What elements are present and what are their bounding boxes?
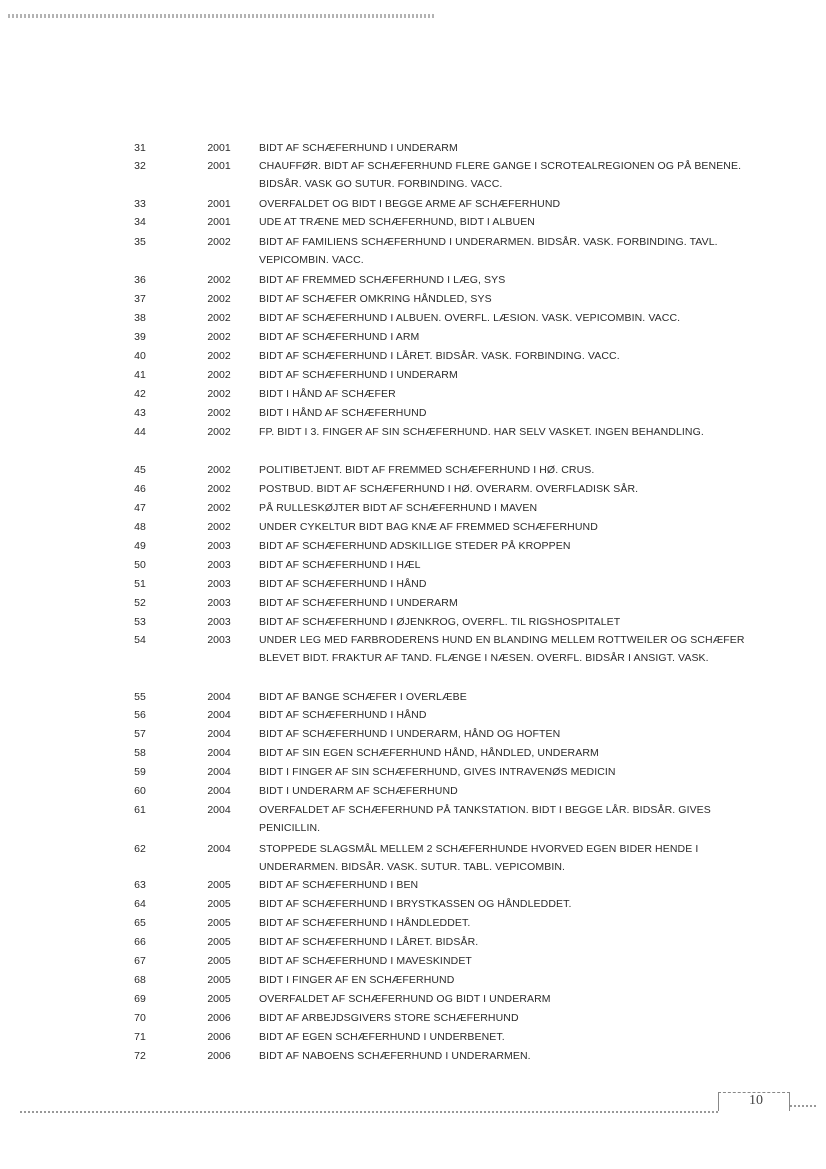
case-number: 31 (134, 142, 146, 154)
case-description: BIDT AF SCHÆFERHUND I UNDERARM, HÅND OG HOFTEN (259, 728, 561, 740)
case-number: 36 (134, 274, 146, 286)
case-description: BIDT AF SCHÆFERHUND I ØJENKROG, OVERFL. TIL RIGSHOSPITALET (259, 616, 621, 628)
case-description: OVERFALDET AF SCHÆFERHUND PÅ TANKSTATION. BIDT I BEGGE LÅR. BIDSÅR. GIVES PENICILLIN. (259, 804, 711, 834)
case-description: BIDT AF SCHÆFERHUND I UNDERARM (259, 142, 458, 154)
case-description: BIDT AF BANGE SCHÆFER I OVERLÆBE (259, 691, 467, 703)
case-number: 54 (134, 634, 146, 646)
case-number: 37 (134, 293, 146, 305)
case-year: 2002 (207, 350, 231, 362)
case-number: 65 (134, 917, 146, 929)
case-description: POLITIBETJENT. BIDT AF FREMMED SCHÆFERHUND I HØ. CRUS. (259, 464, 595, 476)
case-number: 58 (134, 747, 146, 759)
case-year: 2005 (207, 993, 231, 1005)
case-year: 2003 (207, 597, 231, 609)
case-year: 2003 (207, 578, 231, 590)
case-number: 47 (134, 502, 146, 514)
case-number: 46 (134, 483, 146, 495)
case-description: STOPPEDE SLAGSMÅL MELLEM 2 SCHÆFERHUNDE HVORVED EGEN BIDER HENDE I UNDERARMEN. BIDSÅR. VASK. SUTUR. TABL. VEPICOMBIN. (259, 843, 699, 873)
case-description: UNDER CYKELTUR BIDT BAG KNÆ AF FREMMED SCHÆFERHUND (259, 521, 598, 533)
footer-divider-right (790, 1105, 818, 1107)
case-year: 2002 (207, 369, 231, 381)
case-number: 39 (134, 331, 146, 343)
case-number: 67 (134, 955, 146, 967)
case-year: 2002 (207, 274, 231, 286)
case-number: 38 (134, 312, 146, 324)
case-description: UNDER LEG MED FARBRODERENS HUND EN BLANDING MELLEM ROTTWEILER OG SCHÆFER BLEVET BIDT. FRAKTUR AF TAND. FLÆNGE I NÆSEN. OVERFL. BIDSÅR I ANSIGT. VASK. (259, 634, 745, 664)
case-number: 45 (134, 464, 146, 476)
case-description: PÅ RULLESKØJTER BIDT AF SCHÆFERHUND I MAVEN (259, 502, 538, 514)
case-year: 2003 (207, 616, 231, 628)
case-year: 2001 (207, 142, 231, 154)
case-number: 66 (134, 936, 146, 948)
case-year: 2002 (207, 293, 231, 305)
case-description: BIDT AF SCHÆFERHUND I LÅRET. BIDSÅR. VASK. FORBINDING. VACC. (259, 350, 620, 362)
case-description: BIDT AF SCHÆFERHUND I HÅND (259, 709, 427, 721)
case-description: BIDT AF ARBEJDSGIVERS STORE SCHÆFERHUND (259, 1012, 519, 1024)
case-description: BIDT I HÅND AF SCHÆFER (259, 388, 396, 400)
case-description: BIDT AF EGEN SCHÆFERHUND I UNDERBENET. (259, 1031, 505, 1043)
case-year: 2005 (207, 879, 231, 891)
case-description: BIDT AF SCHÆFERHUND I UNDERARM (259, 369, 458, 381)
case-number: 33 (134, 198, 146, 210)
case-number: 56 (134, 709, 146, 721)
case-year: 2002 (207, 426, 231, 438)
case-year: 2005 (207, 917, 231, 929)
case-year: 2003 (207, 559, 231, 571)
case-number: 48 (134, 521, 146, 533)
case-description: POSTBUD. BIDT AF SCHÆFERHUND I HØ. OVERARM. OVERFLADISK SÅR. (259, 483, 639, 495)
case-description: BIDT AF SCHÆFERHUND ADSKILLIGE STEDER PÅ KROPPEN (259, 540, 571, 552)
case-year: 2006 (207, 1050, 231, 1062)
case-description: OVERFALDET OG BIDT I BEGGE ARME AF SCHÆFERHUND (259, 198, 561, 210)
case-number: 43 (134, 407, 146, 419)
case-number: 59 (134, 766, 146, 778)
case-description: BIDT I FINGER AF SIN SCHÆFERHUND, GIVES INTRAVENØS MEDICIN (259, 766, 616, 778)
case-description: BIDT AF SCHÆFERHUND I ARM (259, 331, 420, 343)
case-year: 2004 (207, 785, 231, 797)
case-year: 2002 (207, 312, 231, 324)
case-number: 60 (134, 785, 146, 797)
case-year: 2002 (207, 331, 231, 343)
case-number: 63 (134, 879, 146, 891)
case-number: 42 (134, 388, 146, 400)
case-description: BIDT AF SCHÆFERHUND I BEN (259, 879, 419, 891)
case-number: 69 (134, 993, 146, 1005)
case-description: BIDT AF SCHÆFER OMKRING HÅNDLED, SYS (259, 293, 492, 305)
case-description: BIDT AF FAMILIENS SCHÆFERHUND I UNDERARMEN. BIDSÅR. VASK. FORBINDING. TAVL. VEPICOMBIN. VACC. (259, 236, 718, 266)
case-description: BIDT AF SCHÆFERHUND I UNDERARM (259, 597, 458, 609)
case-number: 57 (134, 728, 146, 740)
case-description: FP. BIDT I 3. FINGER AF SIN SCHÆFERHUND. HAR SELV VASKET. INGEN BEHANDLING. (259, 426, 704, 438)
case-year: 2005 (207, 974, 231, 986)
case-description: UDE AT TRÆNE MED SCHÆFERHUND, BIDT I ALBUEN (259, 216, 535, 228)
case-description: BIDT AF SIN EGEN SCHÆFERHUND HÅND, HÅNDLED, UNDERARM (259, 747, 599, 759)
case-number: 68 (134, 974, 146, 986)
case-year: 2001 (207, 198, 231, 210)
case-year: 2004 (207, 843, 231, 855)
case-description: BIDT AF SCHÆFERHUND I BRYSTKASSEN OG HÅNDLEDDET. (259, 898, 572, 910)
case-description: BIDT I UNDERARM AF SCHÆFERHUND (259, 785, 458, 797)
case-year: 2002 (207, 521, 231, 533)
case-description: BIDT AF NABOENS SCHÆFERHUND I UNDERARMEN. (259, 1050, 531, 1062)
case-year: 2004 (207, 747, 231, 759)
case-number: 35 (134, 236, 146, 248)
case-year: 2001 (207, 160, 231, 172)
case-year: 2004 (207, 766, 231, 778)
case-number: 44 (134, 426, 146, 438)
case-year: 2002 (207, 388, 231, 400)
case-year: 2006 (207, 1031, 231, 1043)
case-description: BIDT I HÅND AF SCHÆFERHUND (259, 407, 427, 419)
case-number: 32 (134, 160, 146, 172)
case-number: 71 (134, 1031, 146, 1043)
case-year: 2003 (207, 540, 231, 552)
scan-artifact-top (8, 14, 434, 18)
case-number: 34 (134, 216, 146, 228)
case-year: 2003 (207, 634, 231, 646)
case-number: 64 (134, 898, 146, 910)
case-year: 2005 (207, 936, 231, 948)
case-number: 40 (134, 350, 146, 362)
case-year: 2004 (207, 709, 231, 721)
case-year: 2002 (207, 236, 231, 248)
case-number: 62 (134, 843, 146, 855)
case-number: 50 (134, 559, 146, 571)
case-year: 2004 (207, 728, 231, 740)
case-number: 55 (134, 691, 146, 703)
case-description: CHAUFFØR. BIDT AF SCHÆFERHUND FLERE GANGE I SCROTEALREGIONEN OG PÅ BENENE. BIDSÅR. VASK GO SUTUR. FORBINDING. VACC. (259, 160, 742, 190)
case-year: 2002 (207, 464, 231, 476)
case-year: 2005 (207, 955, 231, 967)
case-number: 41 (134, 369, 146, 381)
case-year: 2002 (207, 502, 231, 514)
case-description: BIDT AF SCHÆFERHUND I HÅND (259, 578, 427, 590)
case-number: 51 (134, 578, 146, 590)
case-number: 61 (134, 804, 146, 816)
case-description: BIDT AF SCHÆFERHUND I HÅNDLEDDET. (259, 917, 471, 929)
case-number: 53 (134, 616, 146, 628)
case-number: 52 (134, 597, 146, 609)
page-number: 10 (749, 1093, 763, 1108)
case-year: 2004 (207, 804, 231, 816)
case-number: 70 (134, 1012, 146, 1024)
case-year: 2004 (207, 691, 231, 703)
case-description: OVERFALDET AF SCHÆFERHUND OG BIDT I UNDERARM (259, 993, 551, 1005)
case-year: 2002 (207, 483, 231, 495)
case-number: 72 (134, 1050, 146, 1062)
case-year: 2005 (207, 898, 231, 910)
case-description: BIDT AF SCHÆFERHUND I ALBUEN. OVERFL. LÆSION. VASK. VEPICOMBIN. VACC. (259, 312, 681, 324)
footer-divider (20, 1111, 720, 1113)
case-description: BIDT AF SCHÆFERHUND I HÆL (259, 559, 421, 571)
case-year: 2006 (207, 1012, 231, 1024)
case-description: BIDT AF FREMMED SCHÆFERHUND I LÆG, SYS (259, 274, 506, 286)
case-number: 49 (134, 540, 146, 552)
case-year: 2001 (207, 216, 231, 228)
case-description: BIDT I FINGER AF EN SCHÆFERHUND (259, 974, 455, 986)
case-year: 2002 (207, 407, 231, 419)
case-description: BIDT AF SCHÆFERHUND I LÅRET. BIDSÅR. (259, 936, 479, 948)
case-description: BIDT AF SCHÆFERHUND I MAVESKINDET (259, 955, 472, 967)
